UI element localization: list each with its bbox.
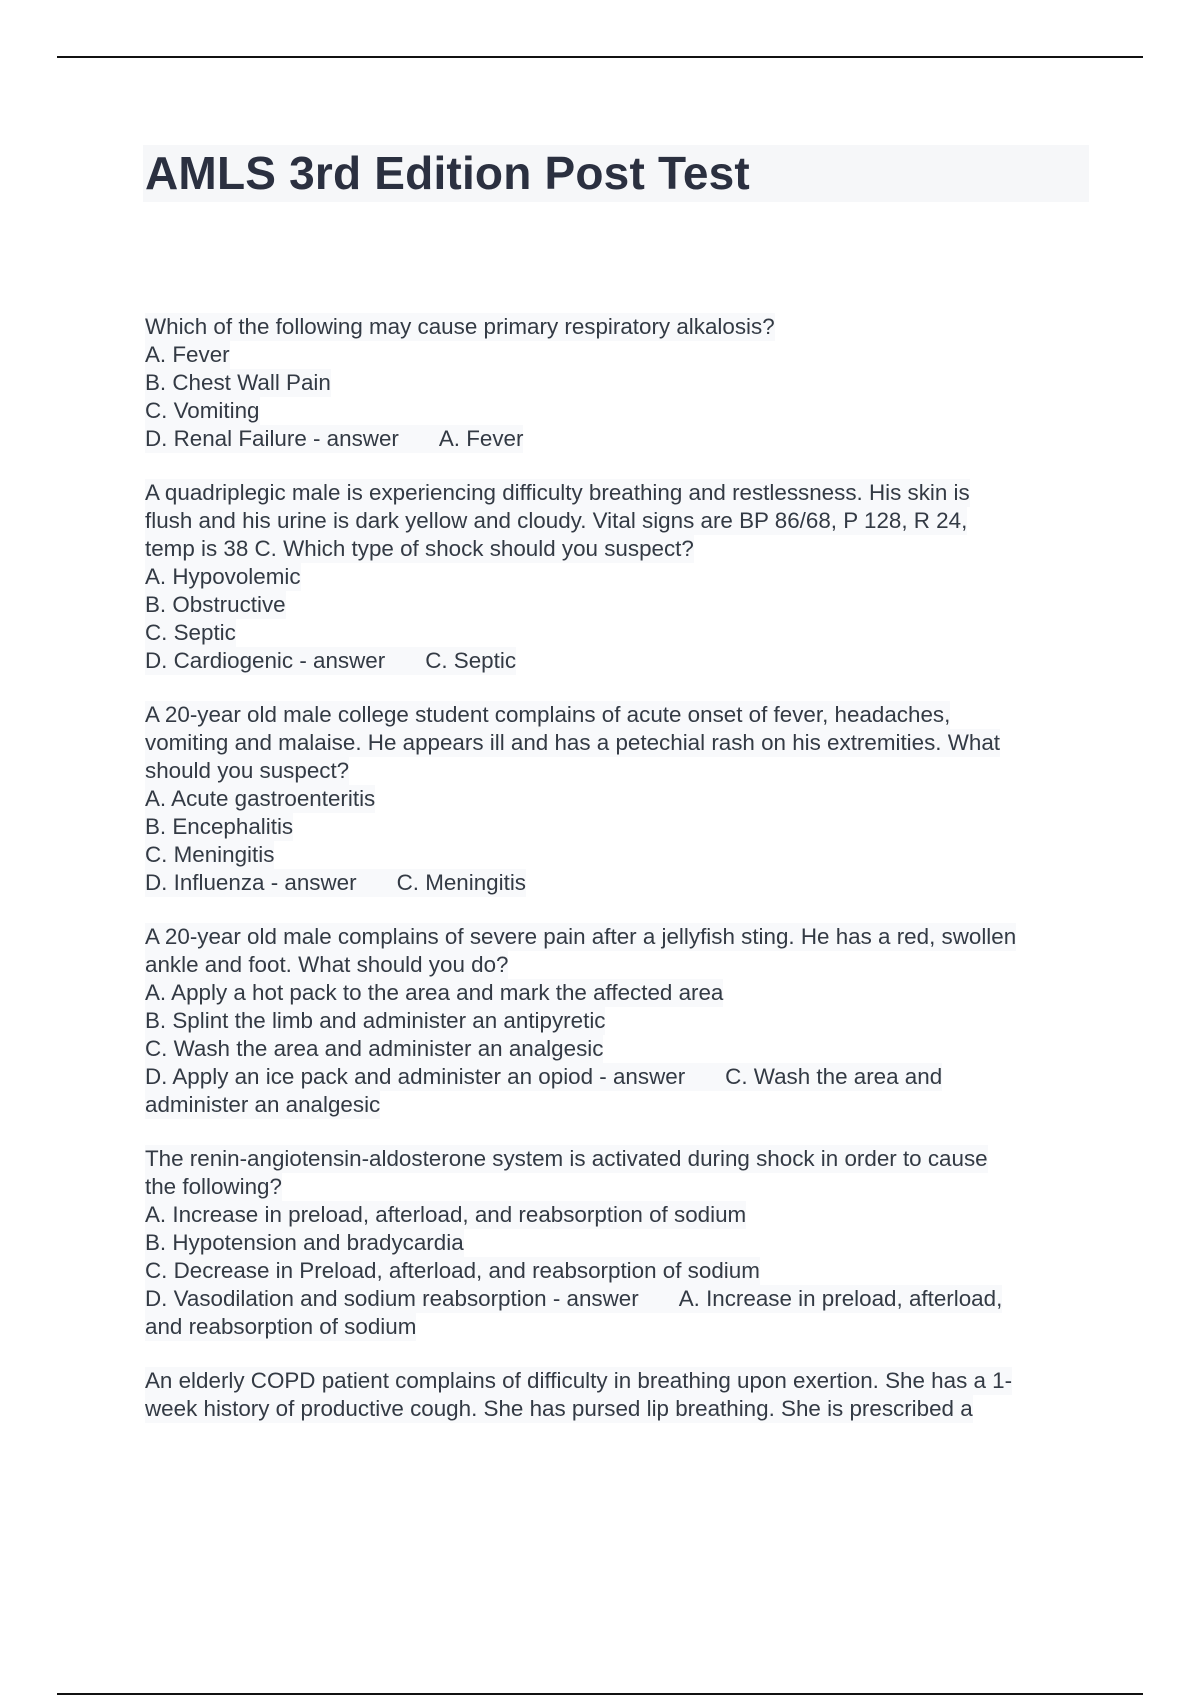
answer-line [145, 869, 526, 897]
question-line: should you suspect? [145, 758, 350, 783]
option-line: B. Hypotension and bradycardia [145, 1230, 464, 1255]
question-block [145, 923, 1095, 1119]
option-line: B. Obstructive [145, 592, 286, 617]
option-line: C. Septic [145, 620, 236, 645]
option-line: B. Chest Wall Pain [145, 370, 331, 395]
answer-prefix: D. Cardiogenic - answer [145, 648, 386, 673]
question-line: flush and his urine is dark yellow and cloudy. Vital signs are BP 86/68, P 128, R 24, [145, 508, 968, 533]
option-line: A. Hypovolemic [145, 564, 301, 589]
option-line: B. Splint the limb and administer an antipyretic [145, 1008, 606, 1033]
question-line: ankle and foot. What should you do? [145, 952, 509, 977]
option-line: C. Vomiting [145, 398, 260, 423]
question-line: A 20-year old male college student complains of acute onset of fever, headaches, [145, 702, 951, 727]
answer-continuation: administer an analgesic [145, 1092, 381, 1117]
question-line: A quadriplegic male is experiencing difficulty breathing and restlessness. His skin is [145, 480, 970, 505]
option-line: B. Encephalitis [145, 814, 294, 839]
question-line: vomiting and malaise. He appears ill and has a petechial rash on his extremities. What [145, 730, 1001, 755]
answer-text: A. Increase in preload, afterload, [678, 1286, 1003, 1311]
question-line: A 20-year old male complains of severe pain after a jellyfish sting. He has a red, swollen [145, 924, 1017, 949]
header-rule [57, 56, 1143, 58]
option-line: A. Apply a hot pack to the area and mark the affected area [145, 980, 724, 1005]
answer-prefix: D. Apply an ice pack and administer an opiod - answer [145, 1064, 686, 1089]
answer-continuation: and reabsorption of sodium [145, 1314, 417, 1339]
question-line: The renin-angiotensin-aldosterone system is activated during shock in order to cause [145, 1146, 988, 1171]
question-block [145, 1145, 1095, 1341]
answer-line [145, 1063, 942, 1091]
option-line: A. Fever [145, 342, 230, 367]
question-line: the following? [145, 1174, 282, 1199]
option-line: A. Acute gastroenteritis [145, 786, 376, 811]
answer-text: A. Fever [438, 426, 524, 451]
footer-rule [57, 1693, 1143, 1695]
page-title: AMLS 3rd Edition Post Test [145, 147, 750, 199]
question-block [145, 1367, 1095, 1423]
option-line: C. Decrease in Preload, afterload, and reabsorption of sodium [145, 1258, 760, 1283]
question-block [145, 701, 1095, 897]
answer-text: C. Wash the area and [725, 1064, 943, 1089]
answer-prefix: D. Renal Failure - answer [145, 426, 399, 451]
question-block [145, 479, 1095, 675]
answer-text: C. Septic [425, 648, 517, 673]
answer-line [145, 647, 516, 675]
answer-text: C. Meningitis [396, 870, 526, 895]
answer-line [145, 1285, 1002, 1313]
answer-prefix: D. Vasodilation and sodium reabsorption - answer [145, 1286, 639, 1311]
question-line: Which of the following may cause primary respiratory alkalosis? [145, 314, 775, 339]
option-line: C. Wash the area and administer an analgesic [145, 1036, 604, 1061]
question-line: An elderly COPD patient complains of difficulty in breathing upon exertion. She has a 1- [145, 1368, 1013, 1393]
question-line: temp is 38 C. Which type of shock should you suspect? [145, 536, 694, 561]
answer-prefix: D. Influenza - answer [145, 870, 357, 895]
option-line: C. Meningitis [145, 842, 275, 867]
question-block [145, 313, 1095, 453]
answer-line [145, 425, 523, 453]
option-line: A. Increase in preload, afterload, and reabsorption of sodium [145, 1202, 747, 1227]
question-line: week history of productive cough. She has pursed lip breathing. She is prescribed a [145, 1396, 973, 1421]
question-list [145, 313, 1095, 1449]
